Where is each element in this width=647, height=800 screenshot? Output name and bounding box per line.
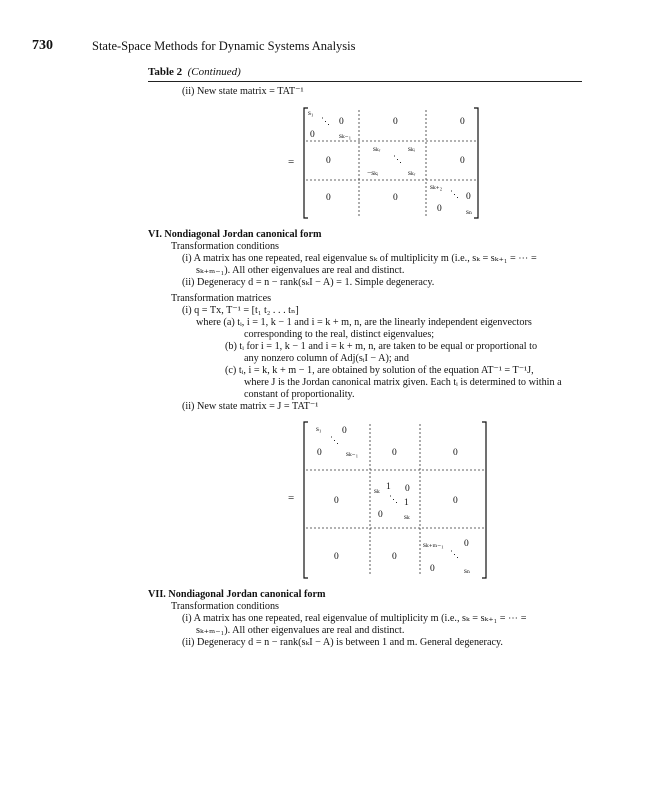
m2-sk-a: sₖ xyxy=(374,486,380,495)
section-vi-cond-i-line2: sₖ₊ₘ₋₁). All other eigenvalues are real and distinct. xyxy=(196,265,405,276)
table-continued: (Continued) xyxy=(187,66,241,78)
new-state-matrix-line-1: (ii) New state matrix = TAT⁻¹ xyxy=(182,86,304,97)
m1-zero-e: 0 xyxy=(326,156,331,166)
section-vi-mat-a-line1: where (a) tᵢ, i = 1, k − 1 and i = k + m, n, are the linearly independent eigenvectors xyxy=(196,317,532,328)
m2-zero-j: 0 xyxy=(392,552,397,562)
m2-zero-a: 0 xyxy=(342,426,347,436)
section-vii-cond-i-line1: (i) A matrix has one repeated, real eigenvalue of multiplicity m (i.e., sₖ = sₖ₊₁ = ⋯ = xyxy=(182,613,527,624)
section-vi-mat-c-line1: (c) tᵢ, i = k, k + m − 1, are obtained by solution of the equation AT⁻¹ = T⁻¹J, xyxy=(225,365,534,376)
section-vii-heading: VII. Nondiagonal Jordan canonical form xyxy=(148,589,326,600)
section-vi-mat-a-line2: corresponding to the real, distinct eigenvalues; xyxy=(244,329,435,340)
m2-dots-1: ⋱ xyxy=(330,435,340,445)
m1-zero-h: 0 xyxy=(393,193,398,203)
m1-zero-j: 0 xyxy=(437,204,442,214)
section-vii-cond-i-line2: sₖ₊ₘ₋₁). All other eigenvalues are real and distinct. xyxy=(196,625,405,636)
section-vi-heading: VI. Nondiagonal Jordan canonical form xyxy=(148,229,322,240)
section-vi-mat-b-line1: (b) tᵢ for i = 1, k − 1 and i = k + m, n, are taken to be equal or proportional to xyxy=(225,341,538,352)
m1-dots-2: ⋱ xyxy=(393,154,403,164)
section-vi-matrices-title: Transformation matrices xyxy=(171,293,272,304)
section-vii-cond-ii: (ii) Degeneracy d = n − rank(sₖI − A) is between 1 and m. General degeneracy. xyxy=(182,637,503,648)
m1-skr-a: sₖᵣ xyxy=(373,144,381,153)
matrix-jordan xyxy=(290,418,495,582)
m2-sk-b: sₖ xyxy=(404,512,410,521)
m2-sk+m-1: sₖ₊ₘ₋₁ xyxy=(423,540,444,549)
m1-zero-b: 0 xyxy=(310,130,315,140)
m2-dots-3: ⋱ xyxy=(450,549,460,559)
section-vii-conditions-title: Transformation conditions xyxy=(171,601,280,612)
section-vi-mat-c-line2: where J is the Jordan canonical matrix given. Each tᵢ is determined to within a xyxy=(244,377,562,388)
m1-sn: sₙ xyxy=(466,207,473,216)
page-number: 730 xyxy=(32,38,53,53)
m1-dots-1: ⋱ xyxy=(321,116,331,126)
m1-zero-c: 0 xyxy=(393,117,398,127)
m2-one-b: 1 xyxy=(404,498,409,508)
m1-zero-f: 0 xyxy=(460,156,465,166)
m2-zero-l: 0 xyxy=(430,564,435,574)
m1-zero-i: 0 xyxy=(466,192,471,202)
section-vi-mat-c-line3: constant of proportionality. xyxy=(244,389,355,400)
m2-zero-b: 0 xyxy=(317,448,322,458)
m1-zero-a: 0 xyxy=(339,117,344,127)
section-vi-mat-b-line2: any nonzero column of Adj(sᵢI − A); and xyxy=(244,353,409,364)
m1-nski: −sₖᵢ xyxy=(367,168,379,177)
m2-sk-1: sₖ₋₁ xyxy=(346,449,359,458)
m2-dots-2: ⋱ xyxy=(389,494,399,504)
m2-zero-g: 0 xyxy=(378,510,383,520)
matrix-2-equals: = xyxy=(288,492,295,504)
table-rule xyxy=(148,81,582,82)
section-vi-mat-i: (i) q = Tx, T⁻¹ = [t₁ t₂ . . . tₙ] xyxy=(182,305,299,316)
m1-skr-b: sₖᵣ xyxy=(408,168,416,177)
m2-zero-e: 0 xyxy=(334,496,339,506)
m2-s1: s₁ xyxy=(316,424,322,433)
table-label: Table 2 xyxy=(148,66,183,78)
m1-sk+2: sₖ₊₂ xyxy=(430,182,443,191)
section-vi-conditions-title: Transformation conditions xyxy=(171,241,280,252)
m2-one-a: 1 xyxy=(386,482,391,492)
m1-s1: s₁ xyxy=(308,108,314,117)
m2-zero-h: 0 xyxy=(453,496,458,506)
m1-zero-d: 0 xyxy=(460,117,465,127)
running-title: State-Space Methods for Dynamic Systems Analysis xyxy=(92,39,356,53)
m2-zero-c: 0 xyxy=(392,448,397,458)
table-caption xyxy=(148,66,241,78)
matrix-diagonal-complex xyxy=(290,104,490,222)
m2-zero-f: 0 xyxy=(405,484,410,494)
m1-zero-g: 0 xyxy=(326,193,331,203)
m1-dots-3: ⋱ xyxy=(450,189,460,199)
m1-sk-1: sₖ₋₁ xyxy=(339,131,352,140)
m2-sn: sₙ xyxy=(464,566,471,575)
matrix-1-equals: = xyxy=(288,156,295,168)
section-vi-cond-ii: (ii) Degeneracy d = n − rank(sₖI − A) = 1. Simple degeneracy. xyxy=(182,277,435,288)
section-vi-mat-ii: (ii) New state matrix = J = TAT⁻¹ xyxy=(182,401,319,412)
m1-ski: sₖᵢ xyxy=(408,144,415,153)
section-vi-cond-i-line1: (i) A matrix has one repeated, real eigenvalue sₖ of multiplicity m (i.e., sₖ = sₖ₊₁ = ⋯ = xyxy=(182,253,537,264)
m2-zero-d: 0 xyxy=(453,448,458,458)
m2-zero-k: 0 xyxy=(464,539,469,549)
m2-zero-i: 0 xyxy=(334,552,339,562)
